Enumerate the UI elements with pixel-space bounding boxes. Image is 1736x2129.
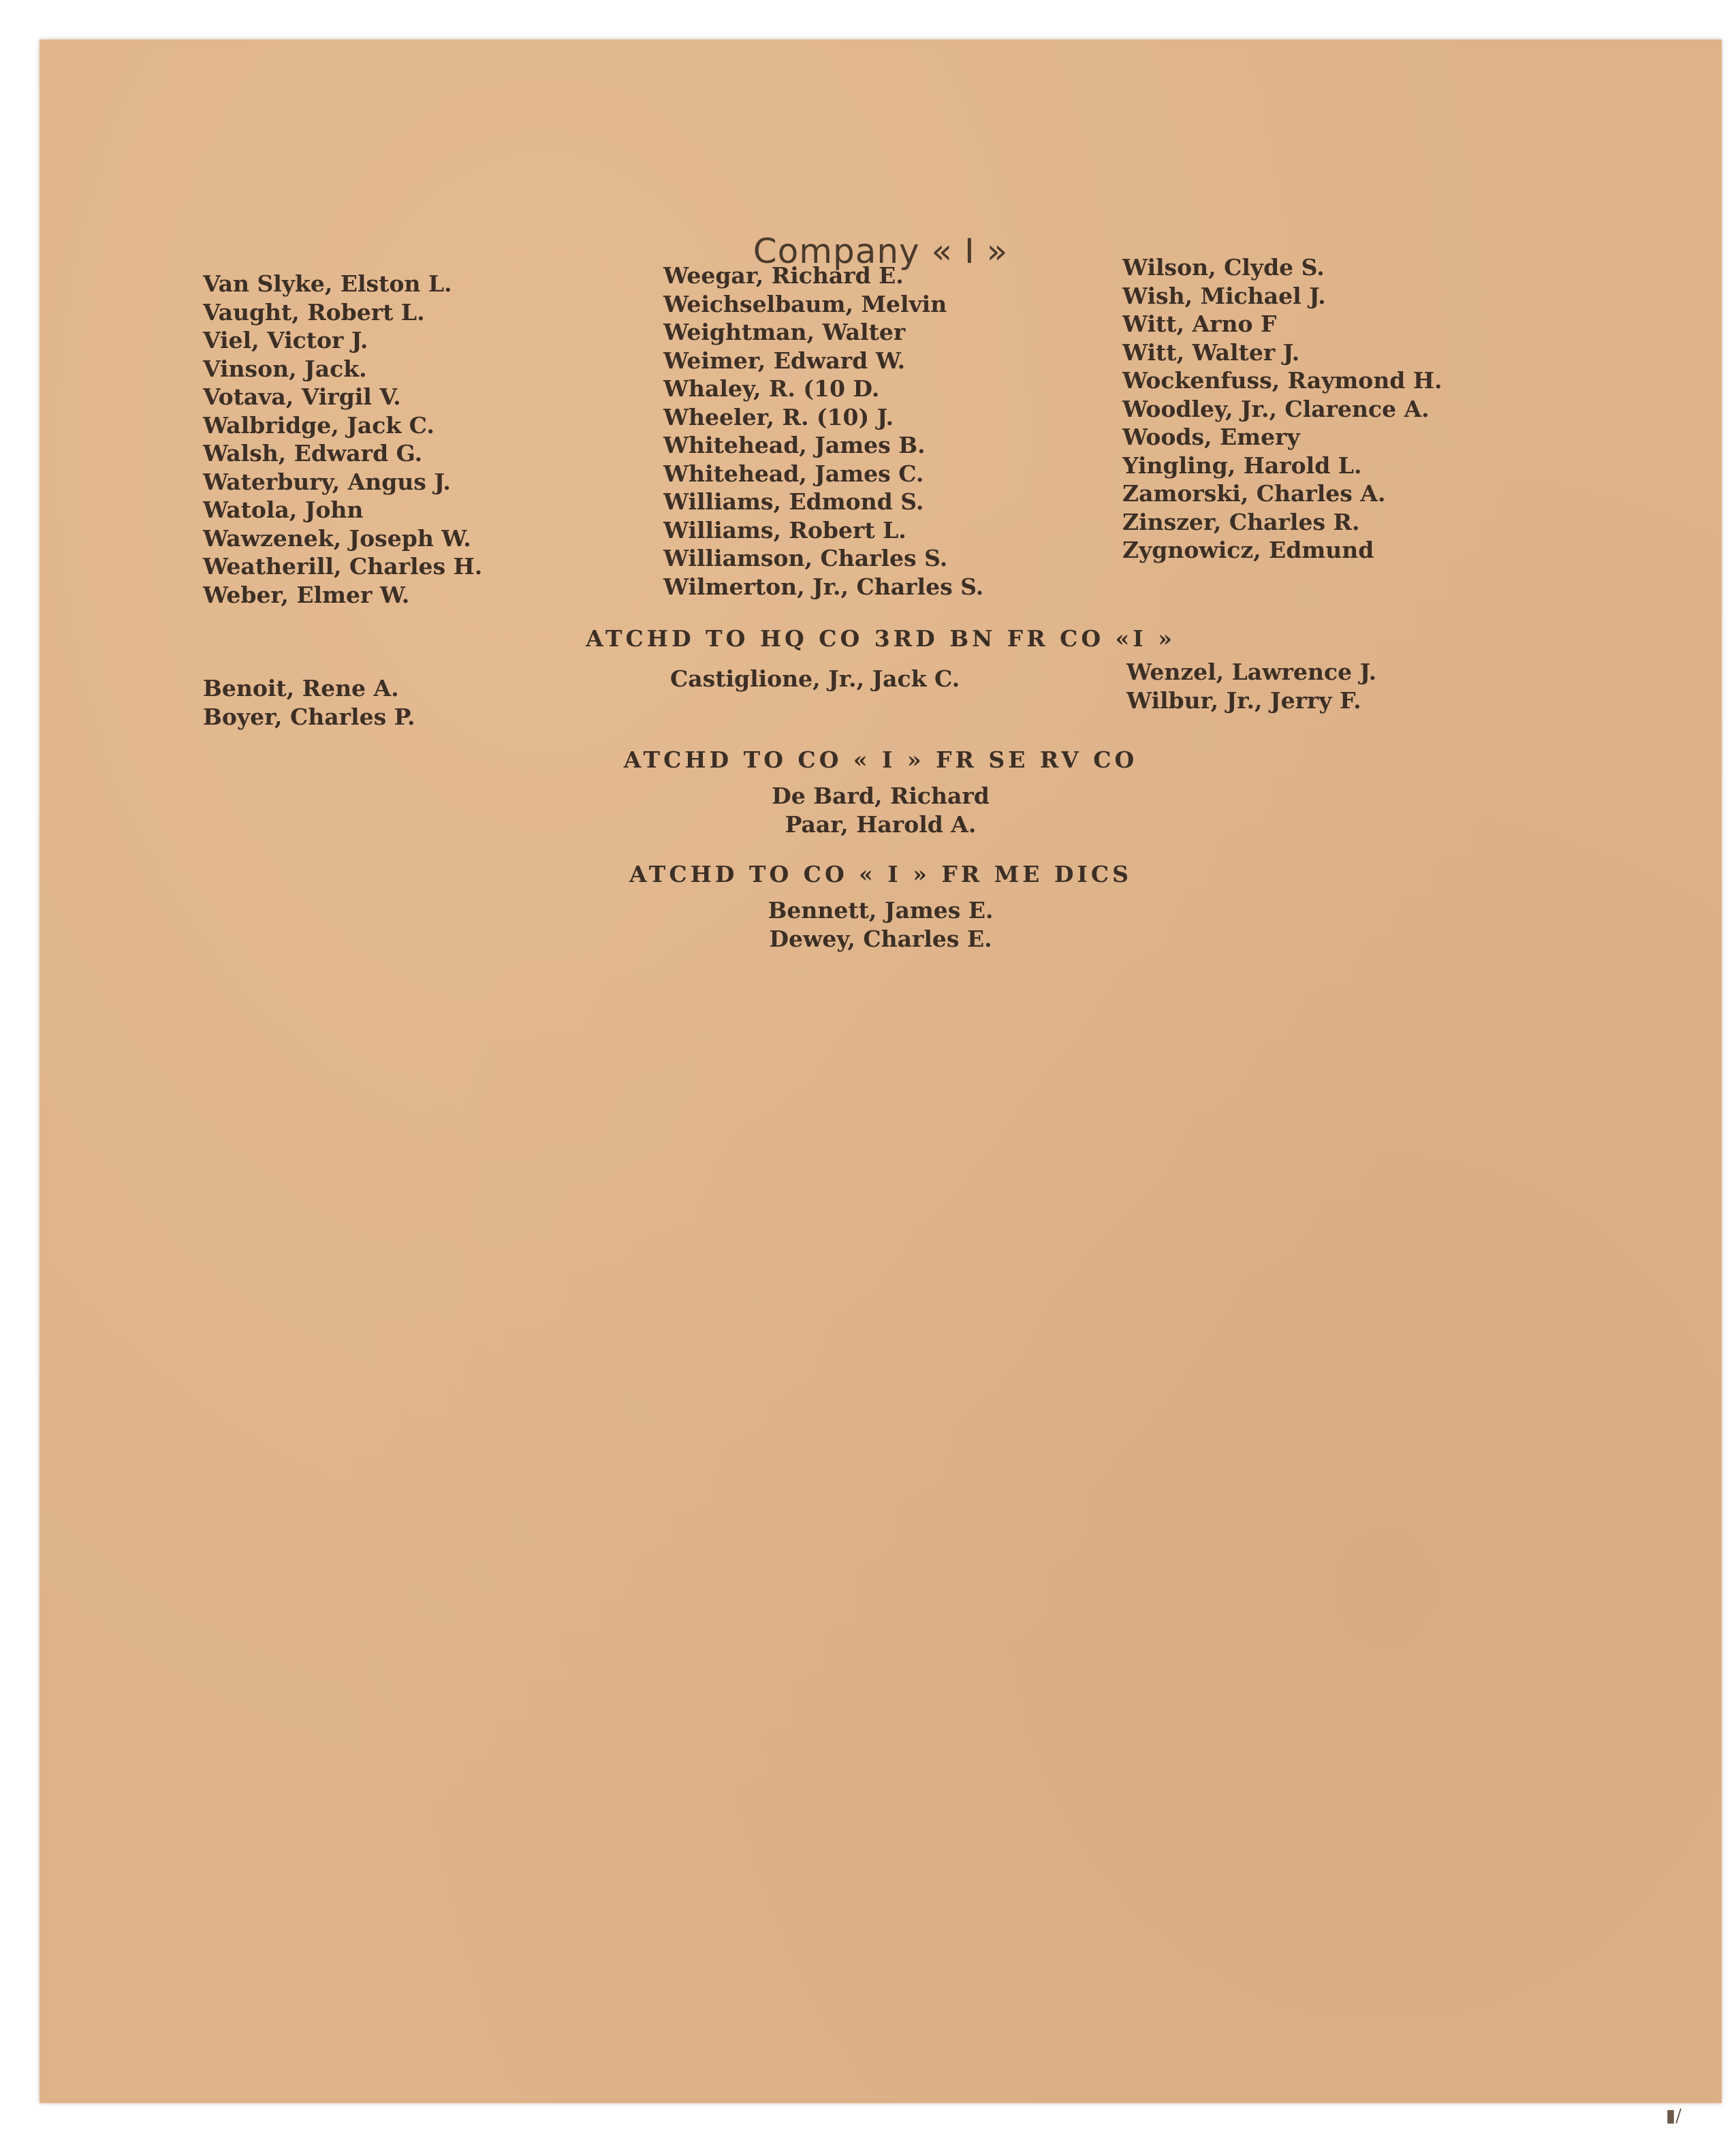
roster-name: Watola, John	[203, 496, 364, 523]
roster-name: Wilson, Clyde S.	[1122, 254, 1325, 281]
roster-name: Bennett, James E.	[768, 897, 994, 924]
roster-name: Walsh, Edward G.	[203, 440, 423, 467]
roster-name: Williams, Robert L.	[663, 516, 906, 543]
hq-column-2	[670, 665, 960, 693]
roster-name: Weichselbaum, Melvin	[663, 290, 947, 317]
roster-name: Wheeler, R. (10) J.	[663, 403, 894, 430]
roster-column-1	[203, 270, 482, 609]
roster-name: Weightman, Walter	[663, 319, 906, 345]
company-title: Company « I »	[753, 232, 1009, 271]
roster-name: Whitehead, James B.	[663, 432, 926, 458]
roster-name: Wockenfuss, Raymond H.	[1122, 367, 1442, 394]
roster-name: Paar, Harold A.	[785, 810, 977, 838]
roster-name: Williams, Edmond S.	[663, 488, 924, 515]
roster-name: Wilbur, Jr., Jerry F.	[1126, 687, 1361, 714]
roster-name: Walbridge, Jack C.	[203, 411, 435, 439]
section-heading-service: ATCHD TO CO « I » FR SE RV CO	[623, 746, 1138, 773]
roster-name: Witt, Walter J.	[1122, 338, 1300, 366]
roster-name: Castiglione, Jr., Jack C.	[670, 665, 960, 692]
roster-name: Wenzel, Lawrence J.	[1126, 659, 1377, 685]
page-corner-mark: ▮/	[1665, 2106, 1682, 2126]
roster-name: Yingling, Harold L.	[1122, 452, 1362, 479]
roster-name: Whaley, R. (10 D.	[663, 375, 880, 402]
roster-name: Williamson, Charles S.	[663, 545, 948, 571]
roster-name: Viel, Victor J.	[203, 327, 368, 353]
roster-name: Zygnowicz, Edmund	[1122, 537, 1374, 563]
roster-name: Vinson, Jack.	[203, 355, 367, 382]
roster-name: Wilmerton, Jr., Charles S.	[663, 573, 984, 600]
roster-name: Van Slyke, Elston L.	[203, 270, 452, 297]
roster-name: De Bard, Richard	[772, 783, 990, 809]
roster-name: Zamorski, Charles A.	[1122, 480, 1386, 507]
roster-name: Whitehead, James C.	[663, 460, 924, 487]
roster-name: Woodley, Jr., Clarence A.	[1122, 395, 1430, 422]
roster-name: Zinszer, Charles R.	[1122, 508, 1360, 535]
roster-name: Woods, Emery	[1122, 424, 1300, 450]
section-heading-hq: ATCHD TO HQ CO 3RD BN FR CO «I »	[586, 625, 1175, 652]
roster-name: Weegar, Richard E.	[663, 262, 904, 289]
roster-name: Wish, Michael J.	[1122, 282, 1326, 309]
roster-name: Weatherill, Charles H.	[203, 553, 483, 580]
roster-column-3	[1122, 253, 1442, 565]
roster-name: Witt, Arno F	[1122, 311, 1277, 337]
hq-column-1	[203, 674, 415, 731]
medics-names	[40, 896, 1722, 953]
section-heading-medics: ATCHD TO CO « I » FR ME DICS	[629, 861, 1132, 887]
roster-name: Dewey, Charles E.	[769, 925, 992, 952]
roster-name: Weimer, Edward W.	[663, 347, 906, 374]
paper-sheet	[40, 40, 1722, 2103]
hq-column-3	[1126, 658, 1376, 714]
roster-column-2	[663, 262, 983, 601]
roster-name: Votava, Virgil V.	[203, 383, 401, 410]
roster-name: Weber, Elmer W.	[203, 581, 410, 608]
roster-name: Benoit, Rene A.	[203, 675, 399, 701]
service-names	[40, 782, 1722, 838]
roster-name: Wawzenek, Joseph W.	[203, 524, 471, 552]
roster-name: Vaught, Robert L.	[203, 298, 425, 326]
roster-name: Boyer, Charles P.	[203, 703, 415, 730]
roster-name: Waterbury, Angus J.	[203, 468, 451, 495]
